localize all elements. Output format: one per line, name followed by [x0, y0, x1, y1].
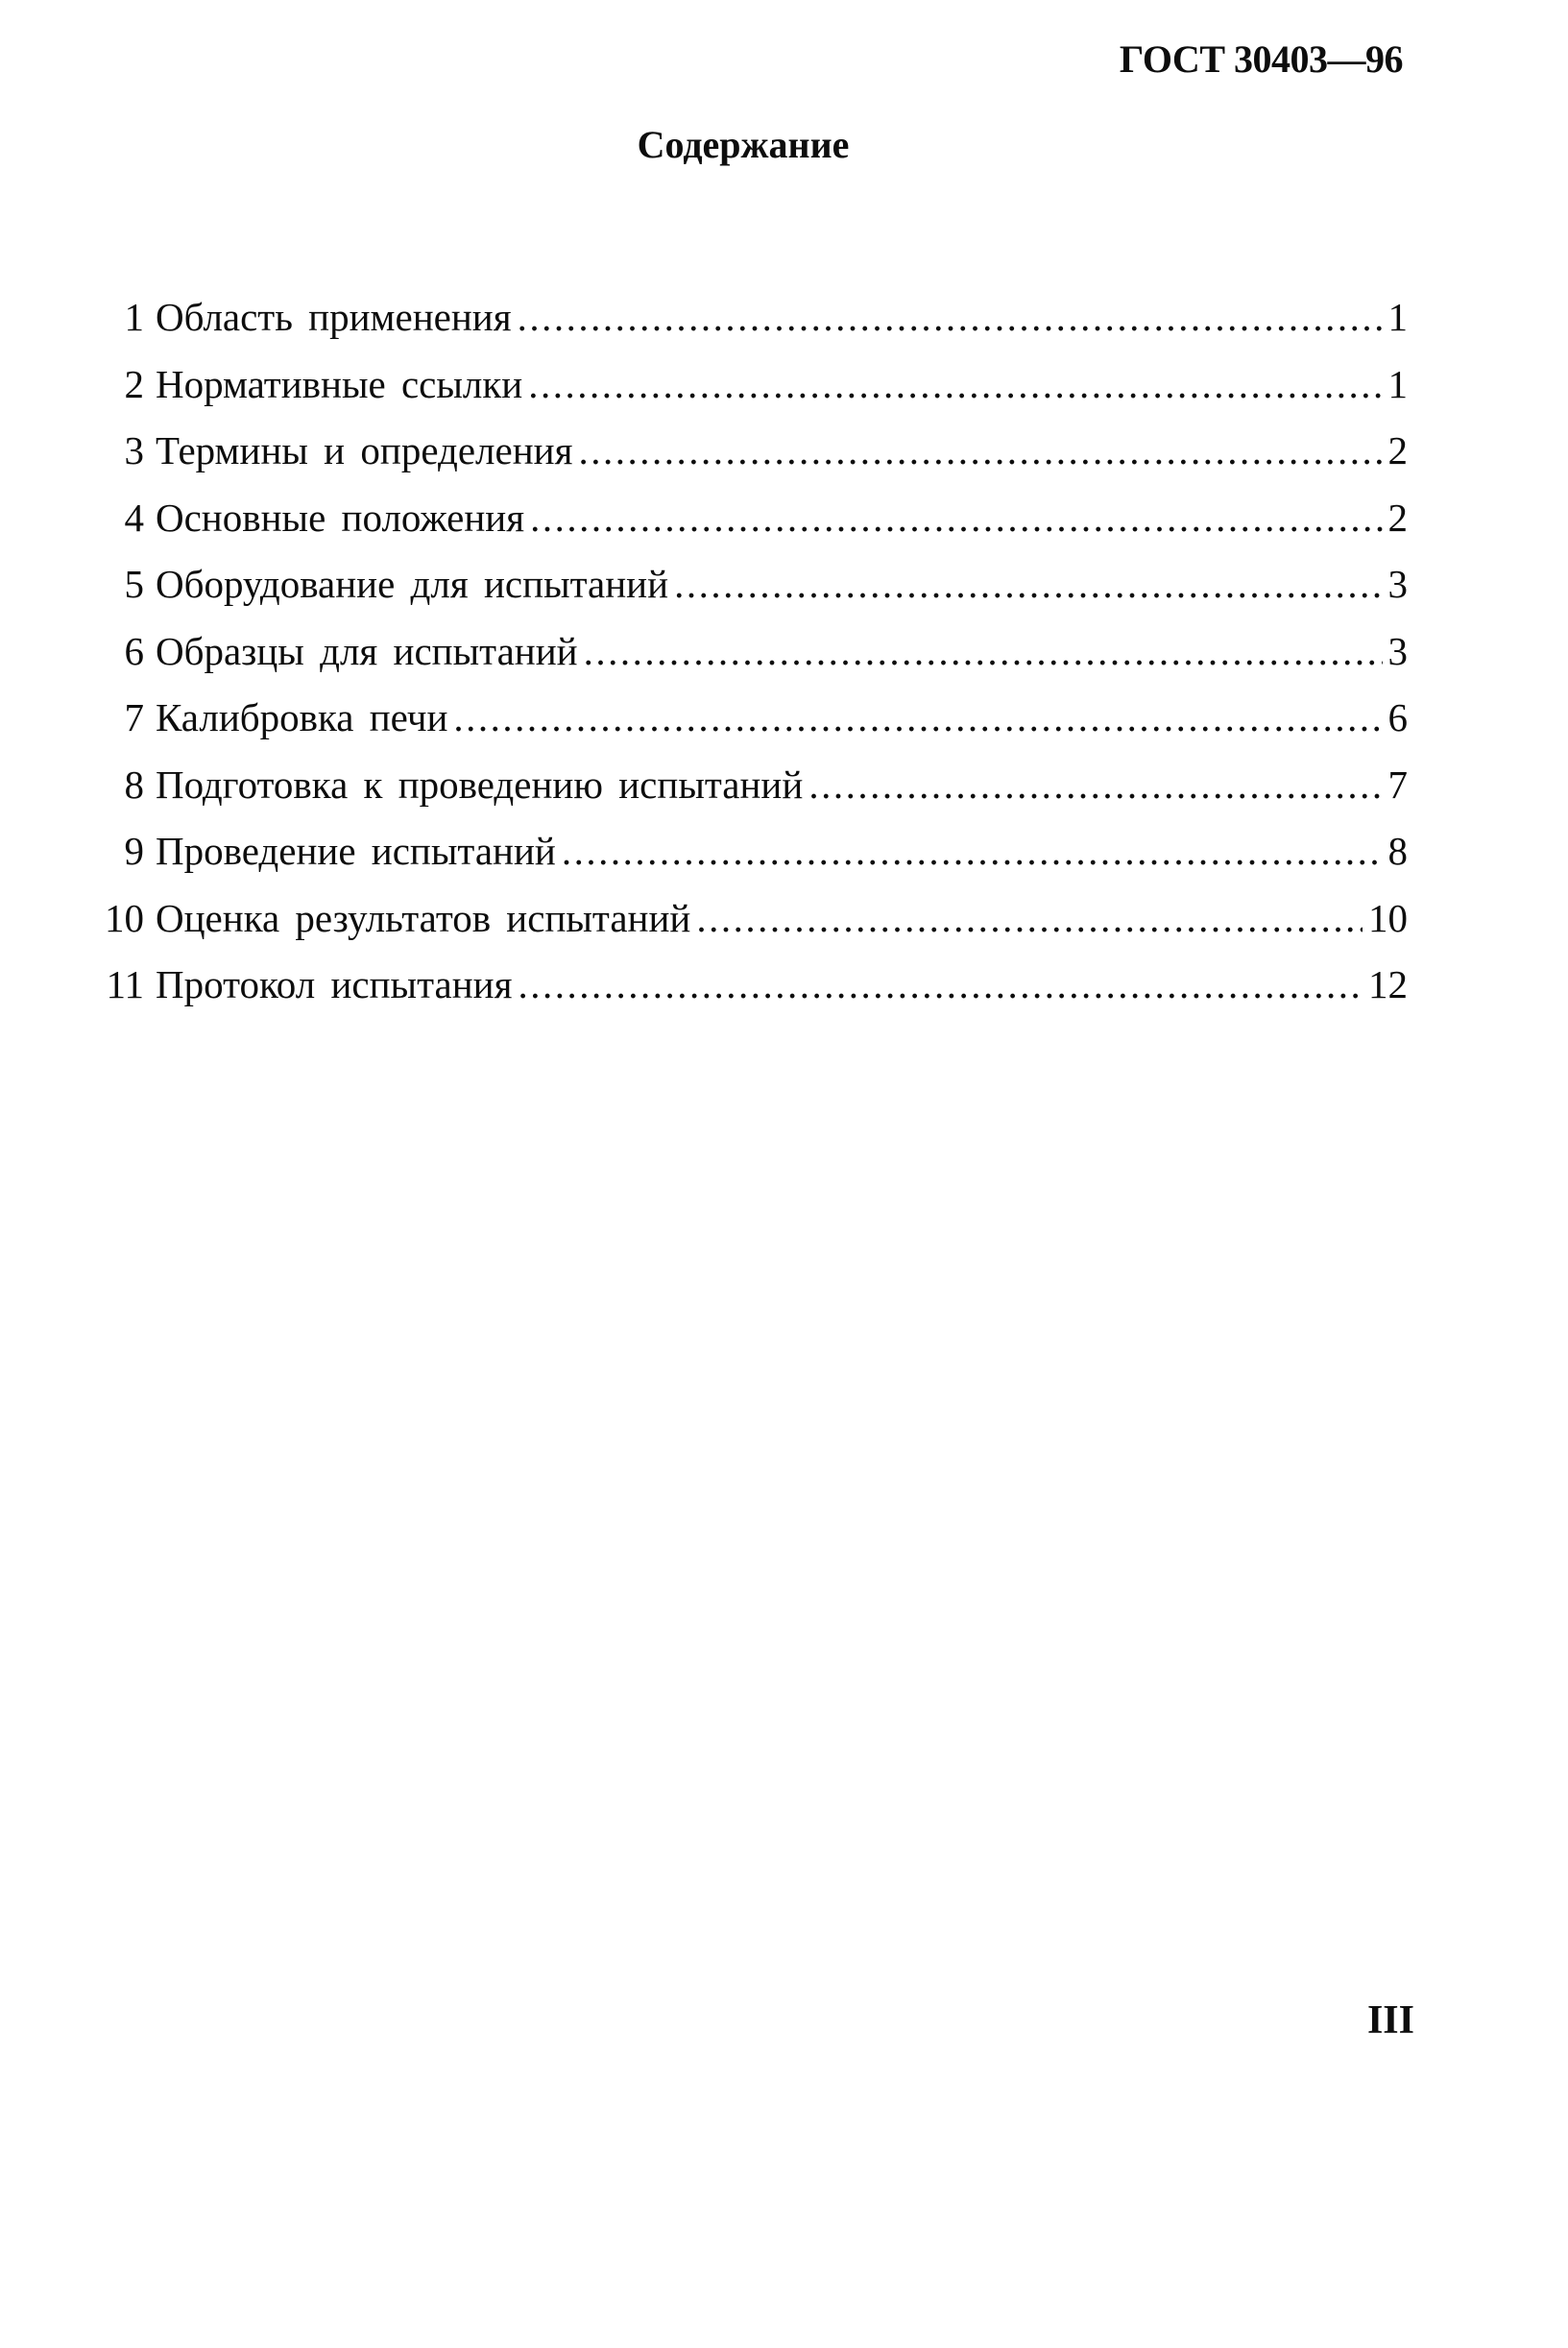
toc-item: [86, 752, 1408, 819]
toc-item-page: 1: [1387, 361, 1408, 406]
toc-item-number: 9: [124, 829, 144, 873]
toc-item-number: 7: [124, 695, 144, 739]
toc-item-page: 8: [1387, 829, 1408, 873]
toc-item-number: 11: [106, 962, 144, 1006]
toc-item-label: Образцы для испытаний: [156, 628, 578, 673]
toc-item: [86, 485, 1408, 552]
toc-item: [86, 952, 1408, 1019]
toc-dot-leader: [518, 284, 1383, 351]
toc-item-label: Область применения: [156, 295, 512, 339]
toc-item: [86, 818, 1408, 885]
toc-dot-leader: [808, 752, 1382, 819]
toc-item-number: 2: [124, 361, 144, 406]
toc-item: [86, 685, 1408, 752]
toc-item-label: Калибровка печи: [156, 695, 448, 739]
toc-item: [86, 351, 1408, 419]
toc-dot-leader: [528, 351, 1382, 419]
toc-item: [86, 284, 1408, 351]
toc-item-number: 10: [105, 895, 144, 940]
toc-dot-leader: [453, 685, 1382, 752]
toc-item-number: 6: [124, 628, 144, 673]
toc-dot-leader: [562, 818, 1383, 885]
table-of-contents: [86, 284, 1408, 1019]
toc-item-label: Нормативные ссылки: [156, 361, 523, 406]
toc-dot-leader: [518, 952, 1363, 1019]
toc-item: [86, 885, 1408, 953]
toc-item-label: Оборудование для испытаний: [156, 562, 669, 606]
toc-item-number: 5: [124, 562, 144, 606]
toc-item-label: Термины и определения: [156, 428, 573, 472]
document-code: ГОСТ 30403—96: [1119, 37, 1403, 81]
toc-dot-leader: [578, 418, 1382, 485]
toc-item-page: 1: [1387, 295, 1408, 339]
toc-item-number: 4: [124, 495, 144, 540]
toc-item: [86, 551, 1408, 618]
toc-item-page: 12: [1368, 962, 1408, 1006]
toc-item-number: 8: [124, 762, 144, 807]
toc-title: Содержание: [637, 123, 850, 166]
toc-dot-leader: [584, 618, 1383, 686]
toc-item-page: 10: [1368, 895, 1408, 940]
toc-dot-leader: [696, 885, 1363, 953]
toc-item: [86, 418, 1408, 485]
toc-item-number: 1: [124, 295, 144, 339]
toc-item-label: Протокол испытания: [156, 962, 513, 1006]
toc-item-label: Проведение испытаний: [156, 829, 556, 873]
toc-item-page: 3: [1387, 628, 1408, 673]
toc-item-label: Основные положения: [156, 495, 525, 540]
toc-dot-leader: [674, 551, 1382, 618]
toc-dot-leader: [530, 485, 1382, 552]
toc-item-page: 2: [1387, 495, 1408, 540]
toc-item-page: 6: [1387, 695, 1408, 739]
toc-item-page: 2: [1387, 428, 1408, 472]
toc-item-label: Подготовка к проведению испытаний: [156, 762, 804, 807]
page-number: III: [1366, 1998, 1414, 2043]
toc-item-label: Оценка результатов испытаний: [156, 895, 691, 940]
toc-item-page: 3: [1387, 562, 1408, 606]
toc-item-page: 7: [1387, 762, 1408, 807]
toc-item: [86, 618, 1408, 686]
toc-item-number: 3: [124, 428, 144, 472]
